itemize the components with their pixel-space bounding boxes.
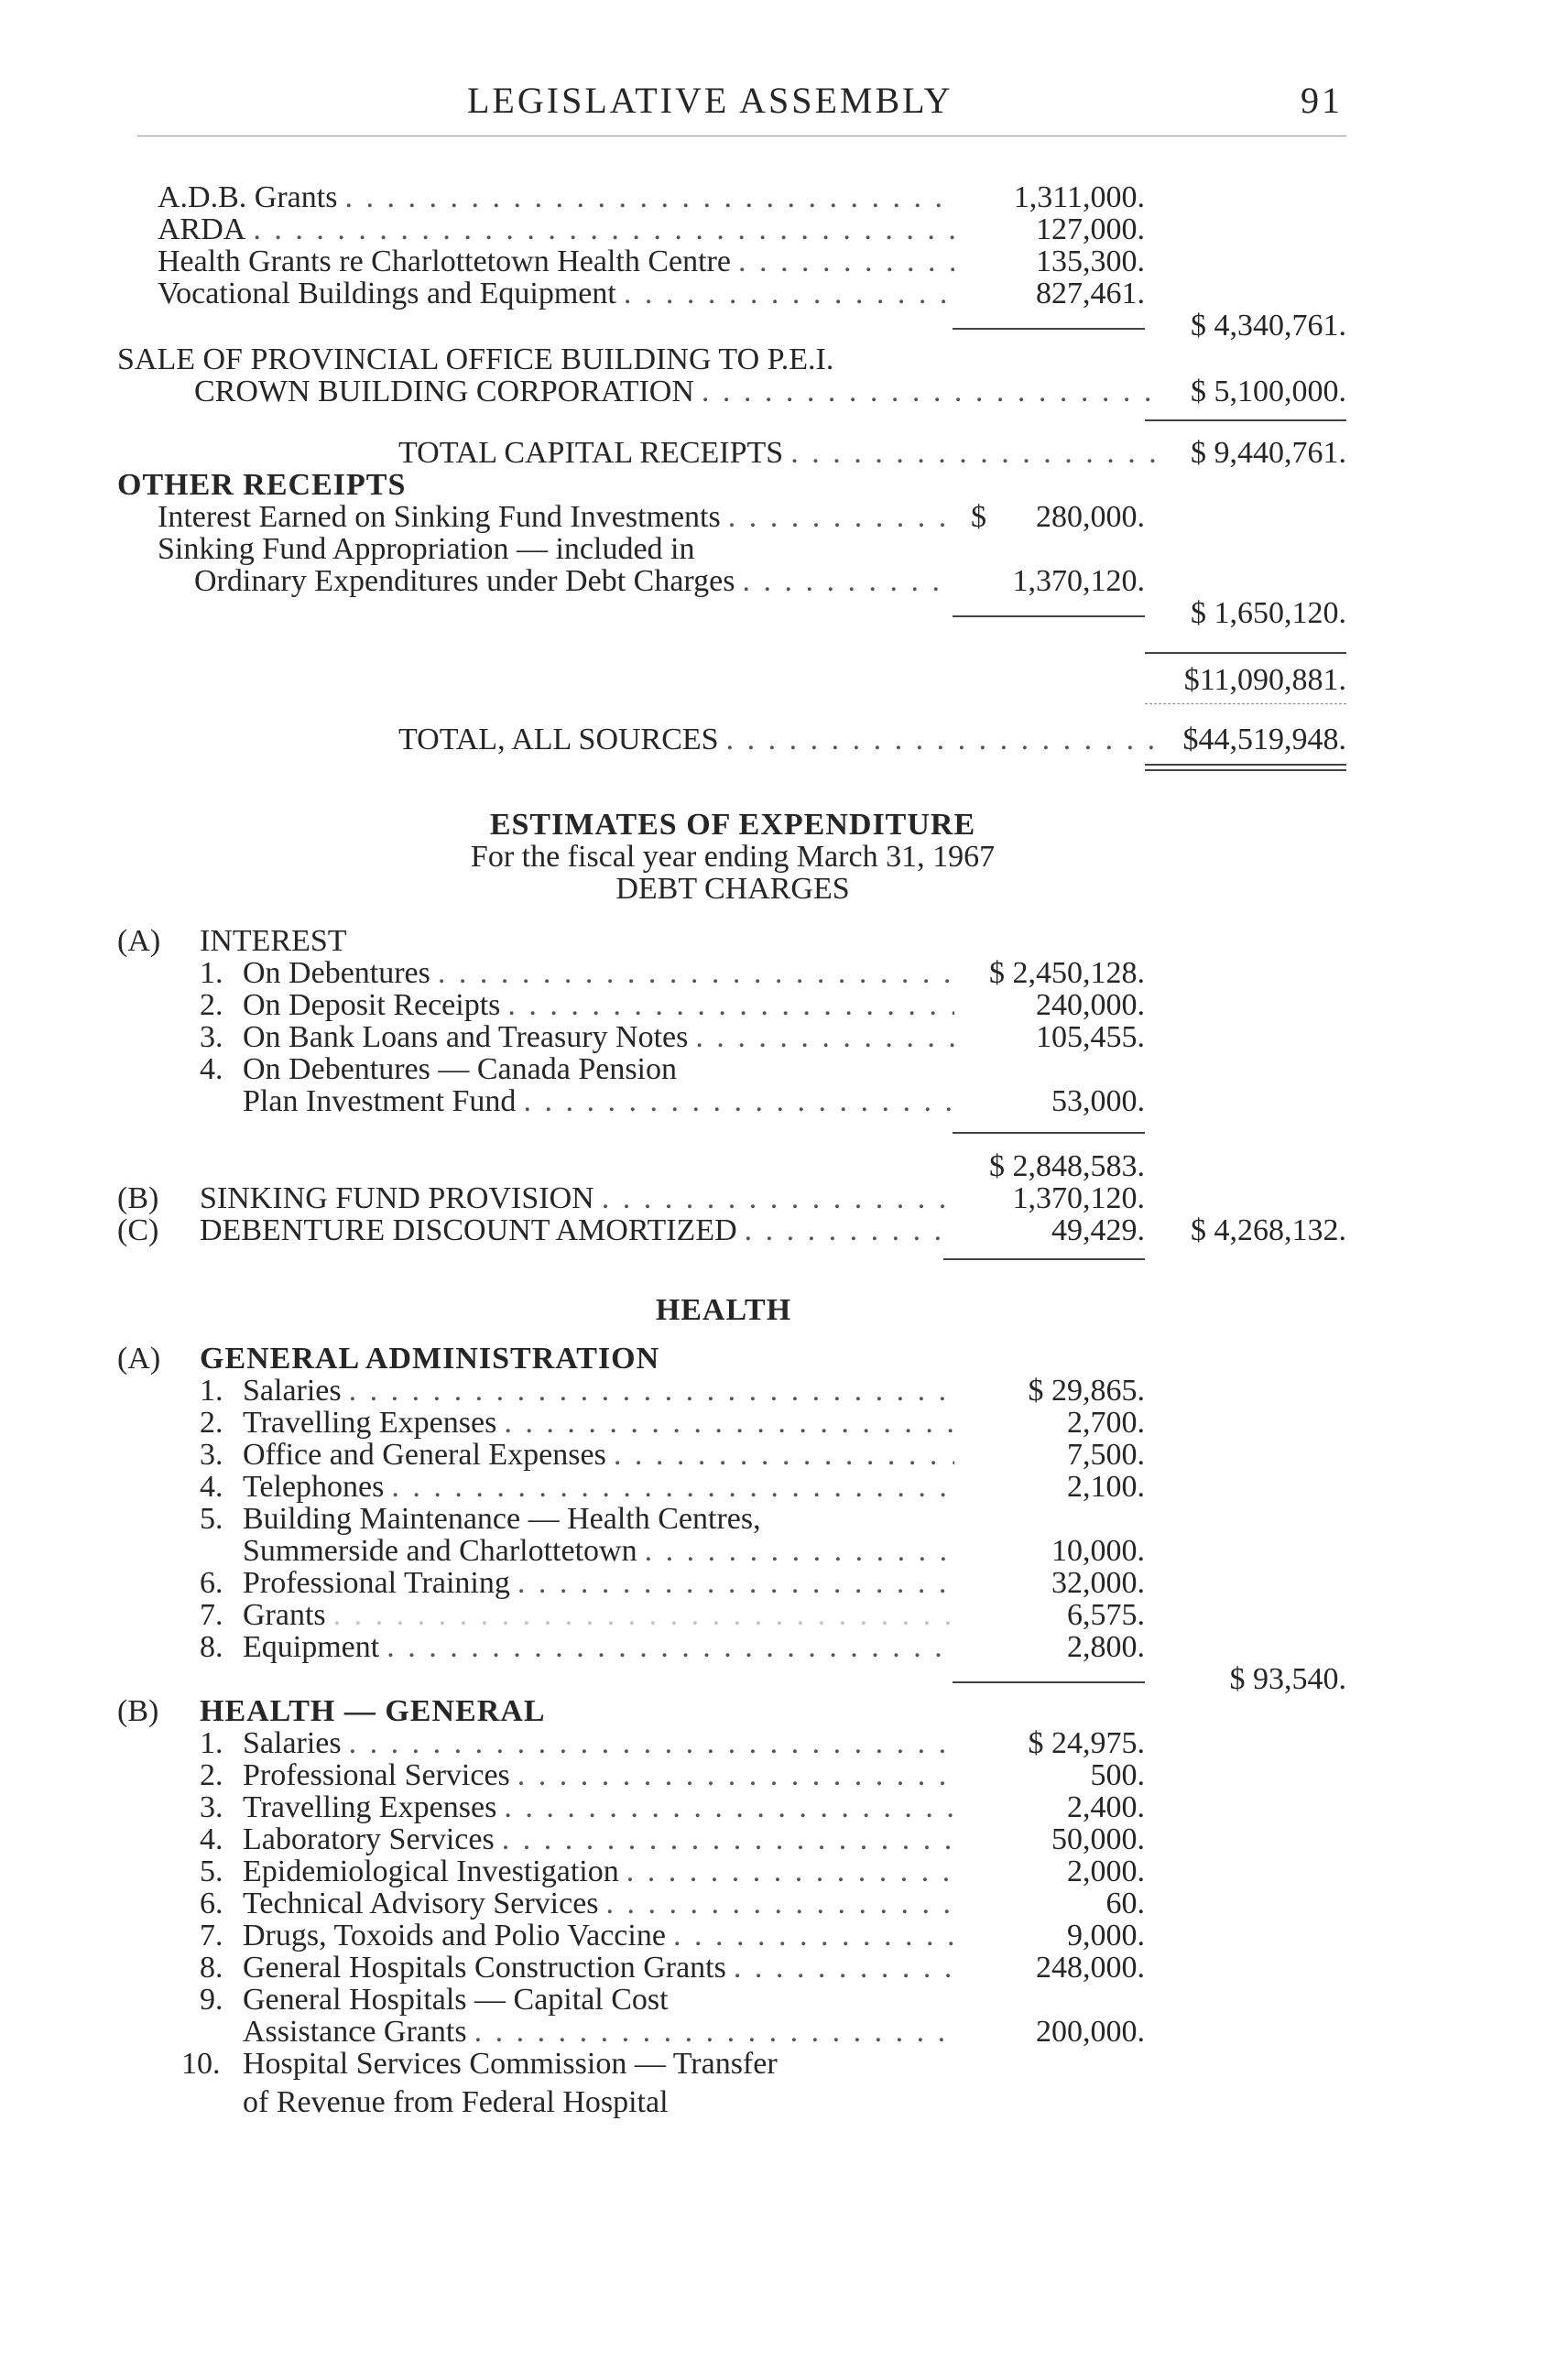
item-number: 1.	[200, 1374, 223, 1408]
capital-item-value: 1,311,000.	[1013, 180, 1145, 214]
interest-item-label: On Deposit Receipts	[243, 988, 501, 1022]
section-marker: (B)	[117, 1694, 159, 1728]
item-number: 4.	[200, 1822, 223, 1856]
item-number: 8.	[200, 1630, 223, 1664]
admin-item-label: Equipment	[243, 1630, 380, 1664]
total-rule	[1145, 703, 1346, 704]
total-capital-label: TOTAL CAPITAL RECEIPTS	[398, 436, 784, 470]
subtotal-dash	[953, 1681, 1145, 1683]
admin-item	[243, 1599, 962, 1632]
leader-dots	[738, 245, 954, 278]
interest-item-value: $ 2,450,128.	[989, 956, 1145, 990]
page-header-title: LEGISLATIVE ASSEMBLY	[467, 80, 953, 121]
capital-item-label: Health Grants re Charlottetown Health Centre	[158, 245, 731, 278]
item-number: 2.	[200, 988, 223, 1022]
leader-dots	[502, 1823, 954, 1856]
interest-item-value: 240,000.	[1036, 988, 1145, 1022]
leader-dots	[645, 1535, 954, 1568]
capital-item-label: ARDA	[158, 212, 246, 246]
sinking-fund-provision	[200, 1182, 962, 1215]
item-number: 7.	[200, 1919, 223, 1952]
admin-item-value: 7,500.	[1067, 1438, 1145, 1472]
total-capital-receipts	[398, 437, 1163, 470]
admin-item-value: $ 29,865.	[1028, 1374, 1145, 1408]
health-general-item-label: Professional Services	[243, 1758, 510, 1792]
other-receipts-heading: OTHER RECEIPTS	[117, 468, 407, 502]
item-number: 4.	[200, 1052, 223, 1086]
subtotal-rule	[953, 1132, 1145, 1134]
item-number: 6.	[200, 1887, 223, 1920]
admin-item-label: Salaries	[243, 1374, 342, 1408]
sinking-fund-label: SINKING FUND PROVISION	[200, 1181, 594, 1215]
interest-item	[243, 957, 962, 990]
health-general-item	[243, 1727, 962, 1760]
health-general-item-value: 500.	[1090, 1758, 1145, 1792]
total-all-value: $44,519,948.	[1182, 723, 1346, 756]
item-number: 6.	[200, 1566, 223, 1600]
admin-item-label: Grants	[243, 1598, 326, 1632]
interest-item4-line1: On Debentures — Canada Pension	[243, 1052, 678, 1086]
health-general-item-label: Laboratory Services	[243, 1822, 495, 1856]
capital-item-adb	[158, 181, 962, 214]
health-general-heading: HEALTH — GENERAL	[200, 1694, 546, 1728]
leader-dots	[349, 1375, 954, 1408]
other-receipts-subtotal: $ 1,650,120.	[1191, 596, 1346, 630]
leader-dots	[333, 1599, 954, 1632]
admin-item	[243, 1471, 962, 1504]
health-general-item9-line1: General Hospitals — Capital Cost	[243, 1983, 669, 2017]
health-general-item-label: General Hospitals Construction Grants	[243, 1951, 726, 1985]
capital-subtotal: $ 4,340,761.	[1191, 309, 1346, 343]
admin-item-value: 2,800.	[1067, 1630, 1145, 1664]
health-general-item-label: Salaries	[243, 1726, 342, 1760]
health-general-item10-line2: of Revenue from Federal Hospital	[243, 2085, 669, 2119]
section-marker: (A)	[117, 924, 161, 958]
debenture-discount-label: DEBENTURE DISCOUNT AMORTIZED	[200, 1213, 737, 1247]
health-general-item-value: 60.	[1105, 1887, 1145, 1920]
interest-item	[243, 989, 962, 1022]
capital-item-vocational	[158, 277, 962, 310]
admin-item-label: Telephones	[243, 1470, 385, 1504]
admin-item5-line2	[243, 1535, 962, 1568]
interest-item-value: 53,000.	[1051, 1084, 1145, 1118]
leader-dots	[349, 1727, 954, 1760]
leader-dots	[695, 1021, 954, 1054]
item-number: 9.	[200, 1983, 223, 2017]
leader-dots	[391, 1471, 954, 1504]
debenture-discount-value: 49,429.	[1051, 1213, 1145, 1247]
currency-sign: $	[971, 500, 986, 534]
leader-dots	[387, 1631, 954, 1664]
health-general-item	[243, 1920, 962, 1952]
admin-item-value: 6,575.	[1067, 1598, 1145, 1632]
health-general-item-value: $ 24,975.	[1028, 1726, 1145, 1760]
item-number: 3.	[200, 1790, 223, 1824]
leader-dots	[745, 1214, 954, 1247]
total-rule	[943, 1258, 1145, 1260]
admin-item	[243, 1375, 962, 1408]
leader-dots	[517, 1567, 954, 1600]
interest-item4-line2	[243, 1085, 962, 1118]
admin-item-label: Summerside and Charlottetown	[243, 1534, 637, 1568]
estimates-title: ESTIMATES OF EXPENDITURE	[489, 808, 976, 842]
health-general-item-value: 248,000.	[1036, 1951, 1145, 1985]
leader-dots	[742, 565, 954, 598]
health-general-item	[243, 1791, 962, 1824]
item-number: 3.	[200, 1438, 223, 1472]
leader-dots	[474, 2016, 954, 2049]
health-general-item9-line2	[243, 2016, 962, 2049]
interest-earned-label: Interest Earned on Sinking Fund Investments	[158, 500, 721, 534]
health-general-item-value: 9,000.	[1067, 1919, 1145, 1952]
leader-dots	[438, 957, 954, 990]
leader-dots	[702, 375, 1156, 408]
sinking-appropriation-label: Ordinary Expenditures under Debt Charges	[194, 564, 735, 598]
sale-label: CROWN BUILDING CORPORATION	[194, 375, 694, 408]
admin-item-value: 32,000.	[1051, 1566, 1145, 1600]
admin-item	[243, 1439, 962, 1472]
page-number: 91	[1301, 80, 1343, 121]
sale-line-1: SALE OF PROVINCIAL OFFICE BUILDING TO P.E.I.	[117, 343, 834, 376]
item-number: 1.	[200, 1726, 223, 1760]
total-all-label: TOTAL, ALL SOURCES	[398, 723, 719, 756]
capital-item-value: 135,300.	[1036, 245, 1145, 278]
leader-dots	[602, 1182, 954, 1215]
health-general-item-label: Epidemiological Investigation	[243, 1854, 619, 1888]
subtotal-dash	[953, 615, 1145, 617]
leader-dots	[504, 1407, 954, 1440]
health-title: HEALTH	[655, 1293, 792, 1327]
leader-dots	[504, 1791, 954, 1824]
leader-dots	[734, 1952, 954, 1985]
item-number: 5.	[200, 1502, 223, 1536]
admin-item-label: Travelling Expenses	[243, 1406, 497, 1440]
leader-dots	[344, 181, 954, 214]
interest-item-value: 105,455.	[1036, 1020, 1145, 1054]
admin-item-value: 2,700.	[1067, 1406, 1145, 1440]
leader-dots	[507, 989, 954, 1022]
item-number: 7.	[200, 1598, 223, 1632]
total-rule	[1145, 419, 1346, 421]
total-capital-value: $ 9,440,761.	[1191, 436, 1346, 470]
leader-dots	[606, 1887, 954, 1920]
leader-dots	[726, 723, 1156, 756]
leader-dots	[673, 1920, 954, 1952]
leader-dots	[728, 501, 954, 534]
capital-item-label: A.D.B. Grants	[158, 180, 338, 214]
health-general-item	[243, 1887, 962, 1920]
interest-heading: INTEREST	[200, 924, 347, 958]
debt-charges-total: $ 4,268,132.	[1191, 1213, 1346, 1247]
health-general-item	[243, 1855, 962, 1888]
sale-value: $ 5,100,000.	[1191, 375, 1346, 408]
sale-line-2	[194, 375, 1163, 408]
admin-item5-line1: Building Maintenance — Health Centres,	[243, 1502, 761, 1536]
health-general-item	[243, 1823, 962, 1856]
item-number: 4.	[200, 1470, 223, 1504]
item-number: 8.	[200, 1951, 223, 1985]
capital-item-value: 827,461.	[1036, 277, 1145, 310]
health-general-item	[243, 1952, 962, 1985]
health-general-item	[243, 1759, 962, 1792]
admin-item-label: Professional Training	[243, 1566, 510, 1600]
health-general-item-value: 200,000.	[1036, 2015, 1145, 2049]
capital-item-label: Vocational Buildings and Equipment	[158, 277, 616, 310]
health-general-item-label: Technical Advisory Services	[243, 1887, 599, 1920]
admin-item-value: 2,100.	[1067, 1470, 1145, 1504]
debenture-discount	[200, 1214, 962, 1247]
admin-item-value: 10,000.	[1051, 1534, 1145, 1568]
admin-item	[243, 1407, 962, 1440]
interest-subtotal: $ 2,848,583.	[989, 1149, 1145, 1183]
capital-item-value: 127,000.	[1036, 212, 1145, 246]
health-general-item-value: 2,000.	[1067, 1854, 1145, 1888]
section-marker: (B)	[117, 1181, 159, 1215]
health-general-item-value: 2,400.	[1067, 1790, 1145, 1824]
interest-earned-value: 280,000.	[1036, 500, 1145, 534]
health-general-item-value: 50,000.	[1051, 1822, 1145, 1856]
debt-charges-heading: DEBT CHARGES	[615, 872, 850, 906]
item-number: 10.	[181, 2047, 221, 2081]
admin-item	[243, 1567, 962, 1600]
item-number: 2.	[200, 1406, 223, 1440]
leader-dots	[614, 1439, 954, 1472]
sinking-appropriation-line2	[194, 565, 962, 598]
interest-earned-line	[158, 501, 962, 534]
interest-item-label: On Bank Loans and Treasury Notes	[243, 1020, 689, 1054]
double-rule	[1145, 764, 1346, 771]
general-administration-total: $ 93,540.	[1229, 1662, 1346, 1696]
leader-dots	[790, 437, 1156, 470]
capital-item-health-grants	[158, 245, 962, 278]
leader-dots	[523, 1085, 954, 1118]
health-general-item-label: Assistance Grants	[243, 2015, 467, 2049]
item-number: 5.	[200, 1854, 223, 1888]
section-marker: (C)	[117, 1213, 159, 1247]
leader-dots	[253, 213, 954, 246]
interest-item-label: On Debentures	[243, 956, 430, 990]
item-number: 2.	[200, 1758, 223, 1792]
sinking-appropriation-value: 1,370,120.	[1012, 564, 1145, 598]
admin-item	[243, 1631, 962, 1664]
health-general-item-label: Drugs, Toxoids and Polio Vaccine	[243, 1919, 666, 1952]
capital-item-arda	[158, 213, 962, 246]
admin-item-label: Office and General Expenses	[243, 1438, 606, 1472]
subtotal-dash	[953, 328, 1145, 330]
sinking-fund-value: 1,370,120.	[1012, 1181, 1145, 1215]
sinking-appropriation-line1: Sinking Fund Appropriation — included in	[158, 532, 695, 566]
total-all-sources	[398, 723, 1163, 756]
leader-dots	[626, 1855, 954, 1888]
leader-dots	[624, 277, 954, 310]
interest-item	[243, 1021, 962, 1054]
combined-total: $11,090,881.	[1183, 663, 1346, 697]
interest-item-label: Plan Investment Fund	[243, 1084, 517, 1118]
leader-dots	[517, 1759, 954, 1792]
item-number: 3.	[200, 1020, 223, 1054]
section-marker: (A)	[117, 1342, 161, 1376]
total-rule	[1145, 652, 1346, 654]
general-administration-heading: GENERAL ADMINISTRATION	[200, 1342, 660, 1376]
estimates-subtitle: For the fiscal year ending March 31, 1967	[470, 840, 996, 874]
health-general-item10-line1: Hospital Services Commission — Transfer	[243, 2047, 778, 2081]
item-number: 1.	[200, 956, 223, 990]
health-general-item-label: Travelling Expenses	[243, 1790, 497, 1824]
